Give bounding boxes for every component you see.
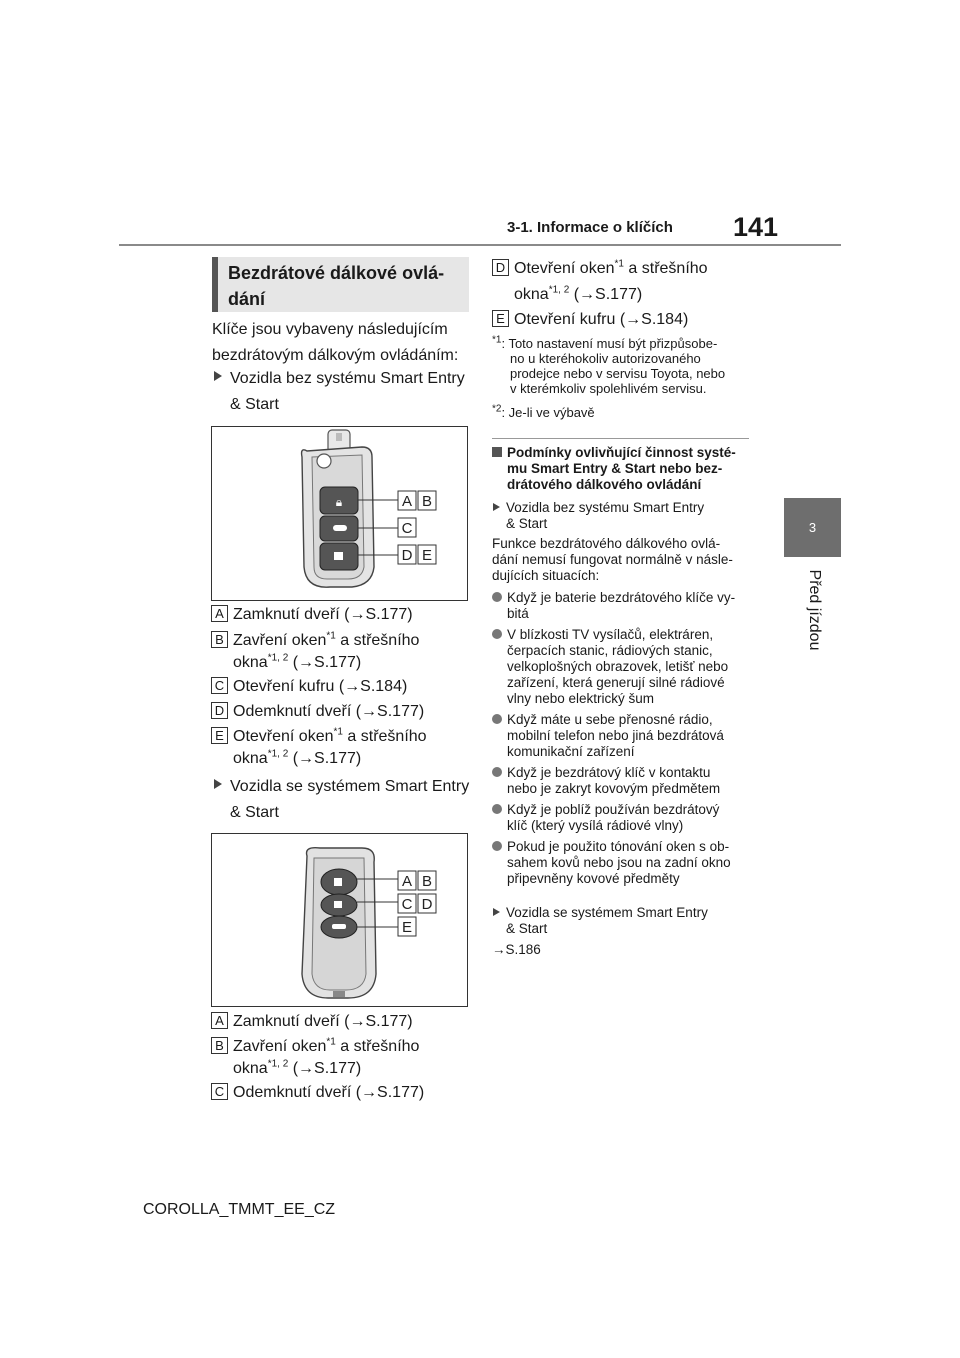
bullet6-l2: sahem kovů nebo jsou na zadní okno [507, 855, 731, 870]
list1-item-e-text4: (→S.177) [288, 750, 362, 767]
bullet-dot-icon [492, 767, 502, 777]
bullet2-l4: zařízení, která generují silné rádiové [507, 675, 725, 690]
bullet-item [492, 627, 760, 707]
list-cont-item-d-text4: (→S.177) [569, 286, 643, 303]
list-cont-item-d-text3: okna [514, 286, 549, 303]
letter-badge: B [211, 1037, 228, 1054]
list-cont-item-d-sup1: *1 [614, 258, 624, 270]
chapter-label-text: Před jízdou [806, 569, 823, 651]
list1-item-a-text: Zamknutí dveří (→S.177) [233, 606, 413, 623]
page-reference-link[interactable]: →S.186 [492, 942, 541, 957]
list2-item-b-sup1: *1 [326, 1036, 336, 1048]
conditions-paragraph [492, 536, 733, 584]
bullet-item [492, 590, 760, 622]
footer-doc-id: COROLLA_TMMT_EE_CZ [143, 1201, 336, 1218]
chapter-label [769, 555, 859, 665]
fig2-label-e: E [401, 919, 413, 936]
fig2-label-d: D [421, 896, 433, 913]
footnote1-l2: no u kteréhokoliv autorizovaného [510, 351, 701, 366]
bullet3-l3: komunikační zařízení [507, 744, 635, 759]
bullet5-l1: Když je poblíž používán bezdrátový [507, 802, 720, 817]
footnote1-l3: prodejce nebo v servisu Toyota, nebo [510, 366, 726, 381]
footnote1-l4: v kterémkoliv spolehlivém servisu. [510, 381, 707, 396]
bullet6-l3: připevněny kovové předměty [507, 871, 680, 886]
list2-item-b-text1: Zavření oken [233, 1038, 327, 1055]
conditions-heading [492, 445, 736, 493]
conditions-heading-l3: drátového dálkového ovládání [507, 477, 702, 492]
list2-item-b-text2: a střešního [335, 1038, 420, 1055]
bullet-dot-icon [492, 629, 502, 639]
list2-item-b-sup2: *1, 2 [267, 1058, 289, 1070]
letter-badge: A [211, 605, 228, 622]
para-l3: dujících situacích: [492, 568, 600, 583]
square-bullet-icon [492, 447, 502, 457]
list1-item-e-text1: Otevření oken [233, 728, 334, 745]
bullet-dot-icon [492, 804, 502, 814]
list2-item-a-text: Zamknutí dveří (→S.177) [233, 1013, 413, 1030]
subsection-smart-entry [214, 776, 469, 824]
list1-item-b-text4: (→S.177) [288, 654, 362, 671]
subsection-no-smart-entry-right [493, 500, 704, 532]
list2-item-a [211, 1011, 413, 1033]
list-cont-item-d-sup2: *1, 2 [548, 284, 570, 296]
para-l1: Funkce bezdrátového dálkového ovlá- [492, 536, 721, 551]
section-title [212, 257, 469, 312]
conditions-heading-l2: mu Smart Entry & Start nebo bez- [507, 461, 723, 476]
bullet2-l1: V blízkosti TV vysílačů, elektráren, [507, 627, 714, 642]
fig2-label-a: A [401, 873, 413, 890]
letter-badge: A [211, 1012, 228, 1029]
fig1-label-e: E [421, 547, 433, 564]
list1-item-b [211, 630, 419, 674]
list1-item-e [211, 726, 427, 770]
bullet-dot-icon [492, 592, 502, 602]
list1-item-e-text2: a střešního [342, 728, 427, 745]
section-title-line1: Bezdrátové dálkové ovlá- [228, 263, 445, 283]
subsection-smart-entry-right [493, 905, 708, 937]
fig1-label-d: D [401, 547, 413, 564]
conditions-heading-l1: Podmínky ovlivňující činnost systé- [507, 445, 736, 460]
bullet-item [492, 712, 760, 760]
bullet2-l3: velkoplošných obrazovek, letišť nebo [507, 659, 729, 674]
bullet2-l5: vlny nebo elektrický šum [507, 691, 655, 706]
footnote2-mark: *2 [492, 403, 502, 415]
chapter-tab[interactable]: 3 [784, 498, 841, 557]
list2-item-b [211, 1036, 419, 1080]
conditions-bullet-list [492, 590, 760, 892]
arrow-icon [214, 779, 222, 789]
bullet5-l2: klíč (který vysílá rádiové vlny) [507, 818, 684, 833]
intro-text [212, 319, 458, 367]
list1-item-c-text: Otevření kufru (→S.184) [233, 678, 408, 695]
intro-line1: Klíče jsou vybaveny následujícím [212, 321, 448, 338]
list1-item-e-text3: okna [233, 750, 268, 767]
smart-key-illustration [212, 834, 467, 1006]
bullet-dot-icon [492, 841, 502, 851]
letter-badge: C [211, 1083, 228, 1100]
letter-badge: E [492, 310, 509, 327]
footnote-2 [492, 405, 595, 420]
svg-text:🔒︎: 🔒︎ [335, 495, 343, 509]
bullet-dot-icon [492, 714, 502, 724]
right-sub2-l1: Vozidla se systémem Smart Entry [506, 905, 708, 920]
bullet6-l1: Pokud je použito tónování oken s ob- [507, 839, 730, 854]
right-sub1-l2: & Start [506, 516, 548, 531]
bullet3-l1: Když máte u sebe přenosné rádio, [507, 712, 713, 727]
subsection2-line1: Vozidla se systémem Smart Entry [230, 778, 470, 795]
section-header: 3-1. Informace o klíčích [507, 219, 673, 236]
subsection1-line2: & Start [230, 396, 279, 413]
page-number: 141 [733, 212, 779, 242]
bullet1-l1: Když je baterie bezdrátového klíče vy- [507, 590, 736, 605]
list-cont-item-d-text2: a střešního [623, 260, 708, 277]
list1-item-d-text: Odemknutí dveří (→S.177) [233, 703, 425, 720]
list1-item-d [211, 701, 424, 723]
figure-flip-key [211, 426, 468, 601]
bullet4-l1: Když je bezdrátový klíč v kontaktu [507, 765, 711, 780]
right-sub1-l1: Vozidla bez systému Smart Entry [506, 500, 705, 515]
figure-smart-key [211, 833, 468, 1007]
list1-item-e-sup2: *1, 2 [267, 748, 289, 760]
subsection-no-smart-entry [214, 368, 465, 416]
bullet4-l2: nebo je zakryt kovovým předmětem [507, 781, 721, 796]
footnote1-mark: *1 [492, 334, 502, 346]
list2-item-c [211, 1082, 424, 1104]
fig1-label-b: B [421, 493, 433, 510]
list1-item-e-sup1: *1 [333, 726, 343, 738]
fig1-label-a: A [401, 493, 413, 510]
bullet-item [492, 765, 760, 797]
section-title-line2: dání [228, 289, 266, 309]
footnote-1 [492, 336, 725, 396]
list2-item-c-text: Odemknutí dveří (→S.177) [233, 1084, 425, 1101]
letter-badge: D [492, 259, 509, 276]
section-divider [492, 438, 749, 439]
list1-item-b-sup1: *1 [326, 630, 336, 642]
arrow-icon [214, 371, 222, 381]
fig1-label-c: C [401, 520, 413, 537]
bullet-item [492, 802, 760, 834]
flip-key-illustration [212, 427, 467, 600]
bullet1-l2: bitá [507, 606, 529, 621]
bullet3-l2: mobilní telefon nebo jiná bezdrátová [507, 728, 724, 743]
list1-item-b-text3: okna [233, 654, 268, 671]
letter-badge: C [211, 677, 228, 694]
footnote2-text: : Je-li ve výbavě [501, 405, 595, 420]
list-cont-item-e [492, 309, 688, 331]
arrow-icon [493, 908, 500, 916]
list2-item-b-text4: (→S.177) [288, 1060, 362, 1077]
subsection1-line1: Vozidla bez systému Smart Entry [230, 370, 465, 387]
intro-line2: bezdrátovým dálkovým ovládáním: [212, 347, 459, 364]
list1-item-b-sup2: *1, 2 [267, 652, 289, 664]
list1-item-b-text2: a střešního [335, 632, 420, 649]
bullet-item [492, 839, 760, 887]
list1-item-c [211, 676, 407, 698]
arrow-icon [493, 503, 500, 511]
list-cont-item-d [492, 258, 708, 310]
fig2-label-b: B [421, 873, 433, 890]
list-cont-item-e-text: Otevření kufru (→S.184) [514, 311, 689, 328]
list-cont-item-d-text1: Otevření oken [514, 260, 615, 277]
letter-badge: D [211, 702, 228, 719]
list1-item-a [211, 604, 413, 626]
subsection2-line2: & Start [230, 804, 279, 821]
footnote1-l1: : Toto nastavení musí být přizpůsobe- [501, 336, 718, 351]
bullet2-l2: čerpacích stanic, rádiových stanic, [507, 643, 713, 658]
list2-item-b-text3: okna [233, 1060, 268, 1077]
header-divider [119, 244, 841, 246]
right-sub2-l2: & Start [506, 921, 548, 936]
para-l2: dání nemusí fungovat normálně v násle- [492, 552, 733, 567]
letter-badge: E [211, 727, 228, 744]
letter-badge: B [211, 631, 228, 648]
fig2-label-c: C [401, 896, 413, 913]
list1-item-b-text1: Zavření oken [233, 632, 327, 649]
